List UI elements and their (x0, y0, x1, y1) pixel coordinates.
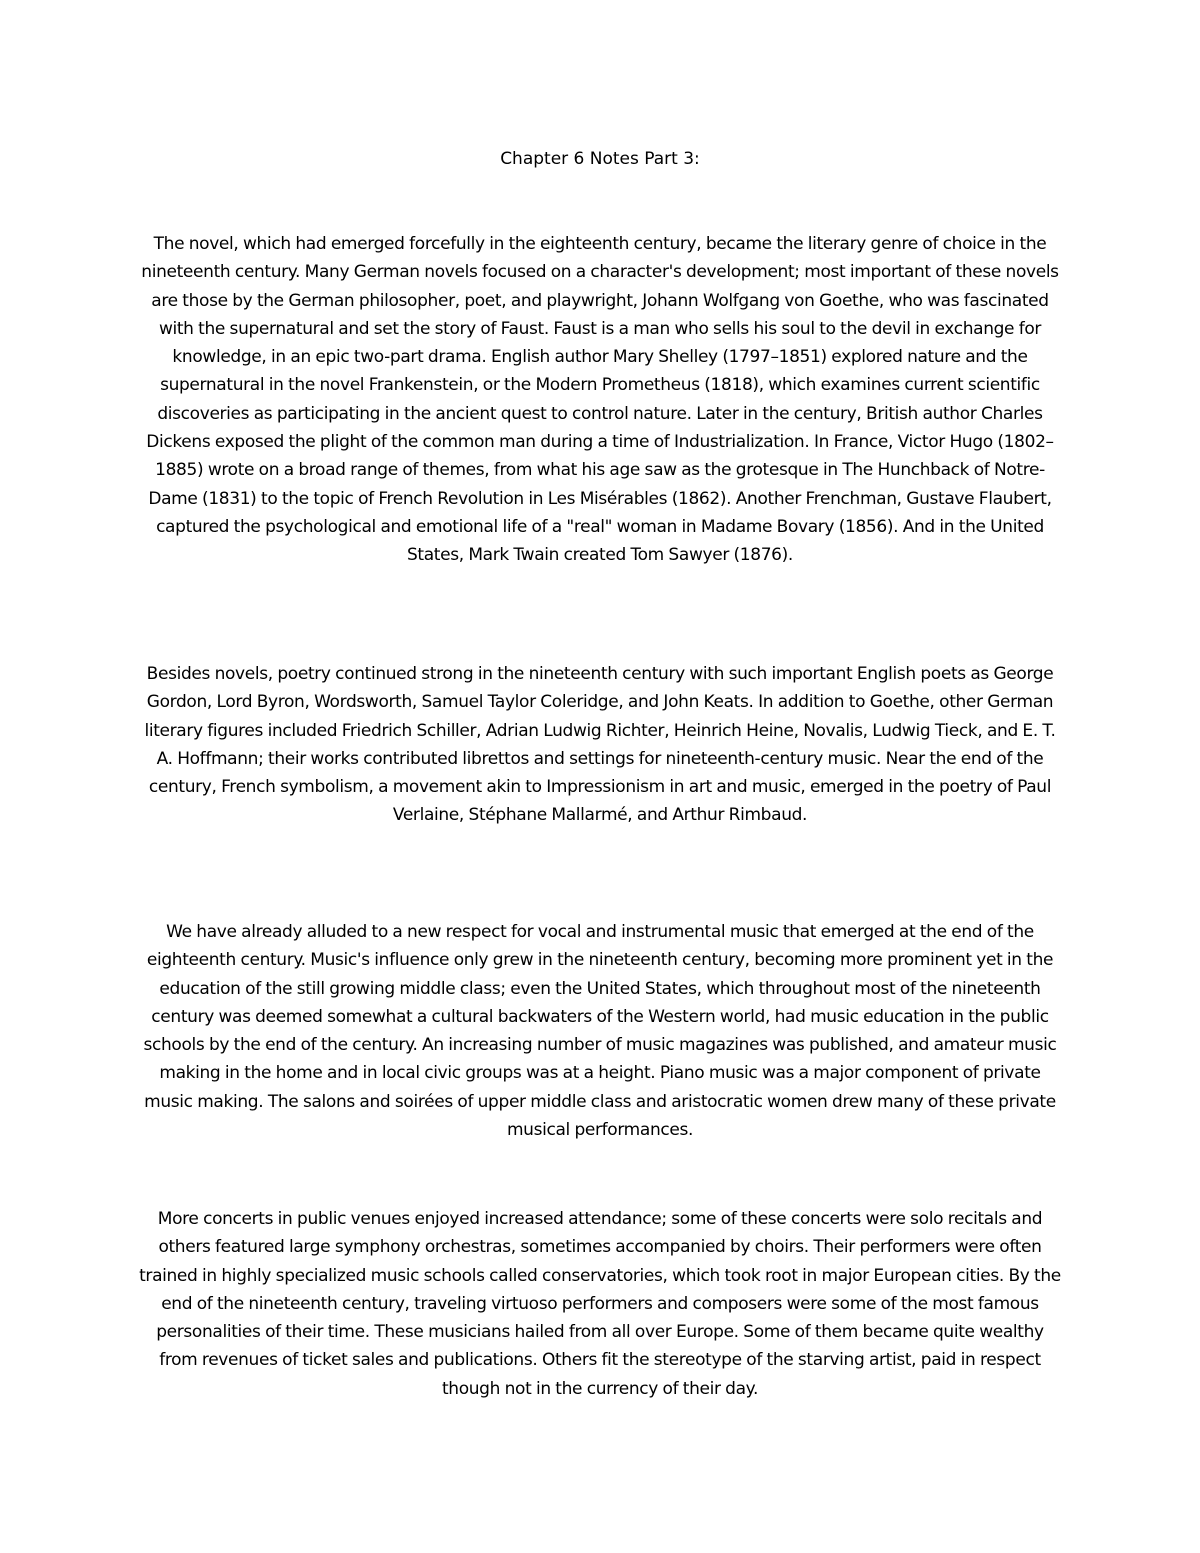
document-title: Chapter 6 Notes Part 3: (500, 149, 700, 169)
paragraph-public-concerts: More concerts in public venues enjoyed increased attendance; some of these concerts were solo recitals and others featured large symphony orchestras, sometimes accompanied by choirs. Their performers were often trained in highly specialized music schools called conservatories, which took root in major European cities. By the end of the nineteenth century, traveling virtuoso performers and composers were some of the most famous personalities of their time. These musicians hailed from all over Europe. Some of them became quite wealthy from revenues of ticket sales and publications. Others fit the stereotype of the starving artist, paid in respect though not in the currency of their day. (139, 1209, 1061, 1399)
paragraph-poetry: Besides novels, poetry continued strong in the nineteenth century with such important English poets as George Gordon, Lord Byron, Wordsworth, Samuel Taylor Coleridge, and John Keats. In addition to Goethe, other German literary figures included Friedrich Schiller, Adrian Ludwig Richter, Heinrich Heine, Novalis, Ludwig Tieck, and E. T. A. Hoffmann; their works contributed librettos and settings for nineteenth-century music. Near the end of the century, French symbolism, a movement akin to Impressionism in art and music, emerged in the poetry of Paul Verlaine, Stéphane Mallarmé, and Arthur Rimbaud. (144, 664, 1056, 826)
paragraph-music-education: We have already alluded to a new respect for vocal and instrumental music that emerged at the end of the eighteenth century. Music's influence only grew in the nineteenth century, becoming more prominent yet in the education of the still growing middle class; even the United States, which throughout most of the nineteenth century was deemed somewhat a cultural backwaters of the Western world, had music education in the public schools by the end of the century. An increasing number of music magazines was published, and amateur music making in the home and in local civic groups was at a height. Piano music was a major component of private music making. The salons and soirées of upper middle class and aristocratic women drew many of these private musical performances. (143, 922, 1057, 1141)
paragraph-novels: The novel, which had emerged forcefully in the eighteenth century, became the literary genre of choice in the nineteenth century. Many German novels focused on a character's development; most important of these novels are those by the German philosopher, poet, and playwright, Johann Wolfgang von Goethe, who was fascinated with the supernatural and set the story of Faust. Faust is a man who sells his soul to the devil in exchange for knowledge, in an epic two-part drama. English author Mary Shelley (1797–1851) explored nature and the supernatural in the novel Frankenstein, or the Modern Prometheus (1818), which examines current scientific discoveries as participating in the ancient quest to control nature. Later in the century, British author Charles Dickens exposed the plight of the common man during a time of Industrialization. In France, Victor Hugo (1802–1885) wrote on a broad range of themes, from what his age saw as the grotesque in The Hunchback of Notre-Dame (1831) to the topic of French Revolution in Les Misérables (1862). Another Frenchman, Gustave Flaubert, captured the psychological and emotional life of a "real" woman in Madame Bovary (1856). And in the United States, Mark Twain created Tom Sawyer (1876). (141, 234, 1059, 566)
